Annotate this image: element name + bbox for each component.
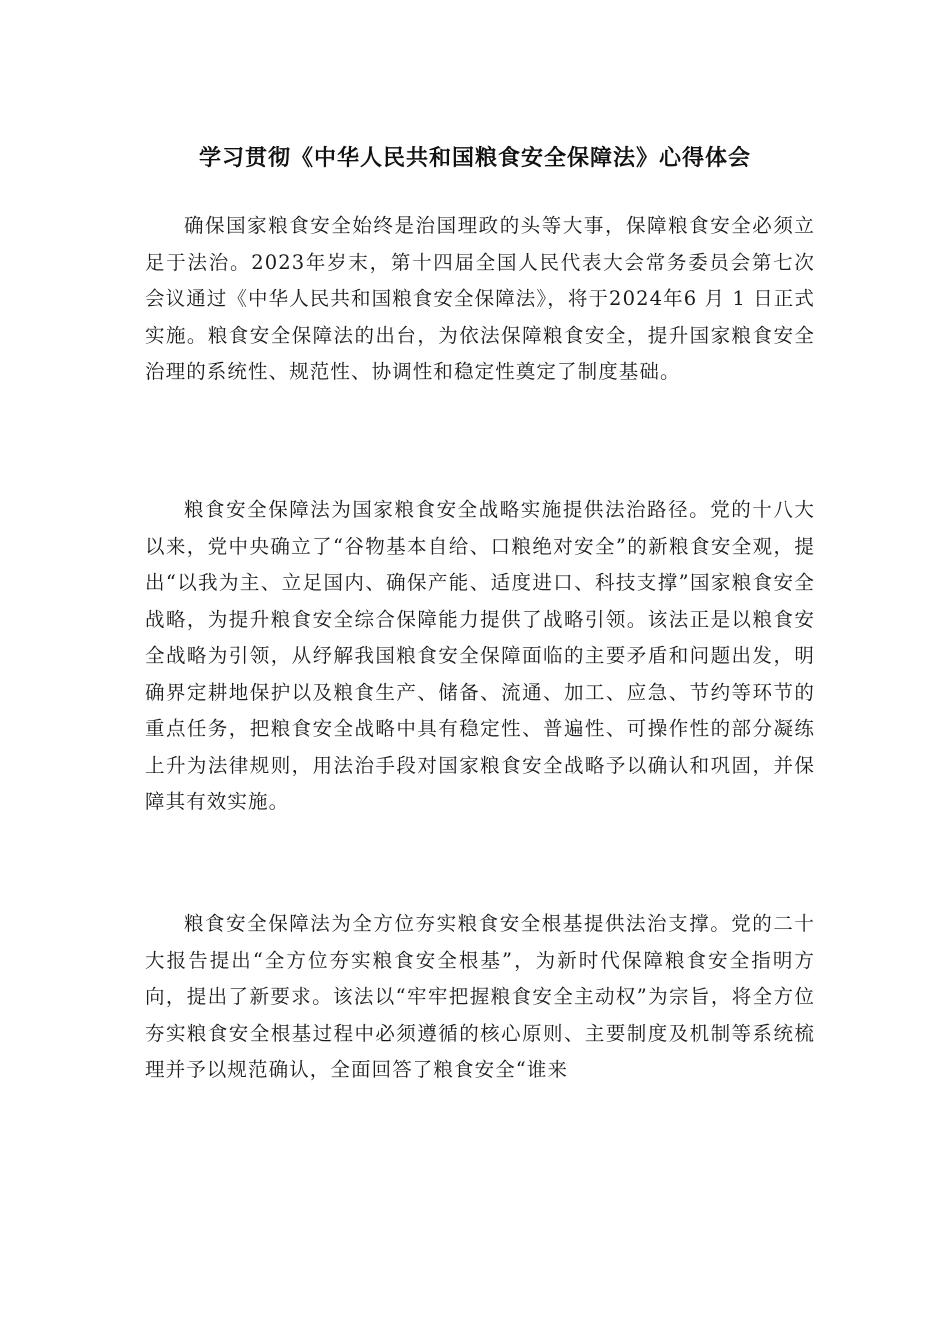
paragraph-1: 确保国家粮食安全始终是治国理政的头等大事，保障粮食安全必须立足于法治。2023年岁末，第十四届全国人民代表大会常务委员会第七次会议通过《中华人民共和国粮食安全保障法》，将于2024年6 月 1 日正式实施。粮食安全保障法的出台，为依法保障粮食安全，提升国家粮食安全治理的系统性、规范性、协调性和稳定性奠定了制度基础。 <box>145 214 816 383</box>
paragraph-2: 粮食安全保障法为国家粮食安全战略实施提供法治路径。党的十八大以来，党中央确立了“谷物基本自给、口粮绝对安全”的新粮食安全观，提出“以我为主、立足国内、确保产能、适度进口、科技支撑”国家粮食安全战略，为提升粮食安全综合保障能力提供了战略引领。该法正是以粮食安全战略为引领，从纾解我国粮食安全保障面临的主要矛盾和问题出发，明确界定耕地保护以及粮食生产、储备、流通、加工、应急、节约等环节的重点任务，把粮食安全战略中具有稳定性、普遍性、可操作性的部分凝练上升为法律规则，用法治手段对国家粮食安全战略予以确认和巩固，并保障其有效实施。 <box>145 498 815 813</box>
document-title: 学习贯彻《中华人民共和国粮食安全保障法》心得体会 <box>198 146 751 171</box>
paragraph-3: 粮食安全保障法为全方位夯实粮食安全根基提供法治支撑。党的二十大报告提出“全方位夯实粮食安全根基”，为新时代保障粮食安全指明方向，提出了新要求。该法以“牢牢把握粮食安全主动权”为宗旨，将全方位夯实粮食安全根基过程中必须遵循的核心原则、主要制度及机制等系统梳理并予以规范确认，全面回答了粮食安全“谁来 <box>145 912 815 1081</box>
